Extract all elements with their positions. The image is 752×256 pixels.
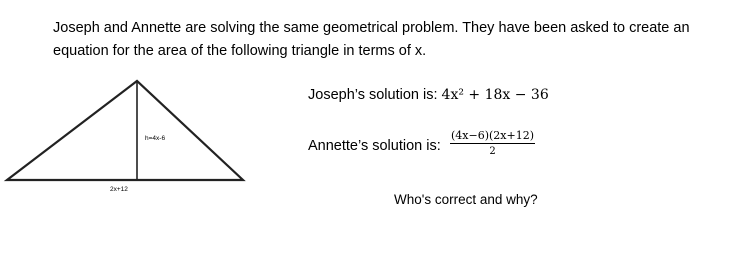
annette-solution-label: Annette’s solution is:	[308, 138, 441, 154]
problem-line-2: equation for the area of the following triangle in terms of x.	[53, 43, 427, 59]
base-label: 2x+12	[110, 186, 128, 193]
joseph-solution-expression: 4x² + 18x − 36	[441, 87, 549, 103]
question-text: Who's correct and why?	[394, 192, 538, 207]
problem-line-1: Joseph and Annette are solving the same geometrical problem. They have been asked to create an	[53, 20, 690, 36]
height-label: h=4x-6	[145, 135, 166, 142]
joseph-solution-label: Joseph’s solution is:	[308, 87, 442, 103]
annette-solution-fraction	[450, 129, 535, 157]
fraction-denominator: 2	[489, 146, 496, 157]
fraction-numerator: (4x−6)(2x+12)	[451, 129, 534, 142]
triangle-outline	[7, 81, 243, 180]
joseph-solution	[308, 87, 549, 103]
